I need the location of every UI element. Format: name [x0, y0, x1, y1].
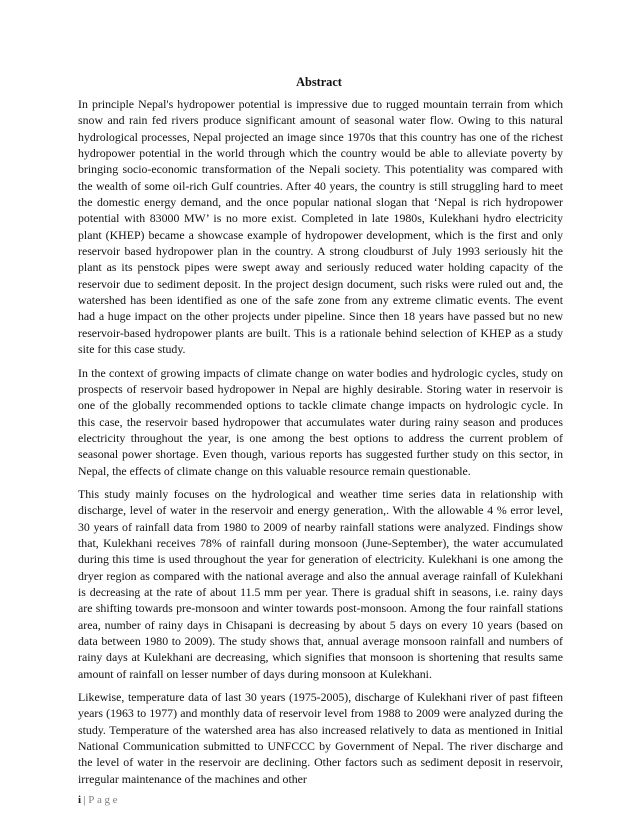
abstract-body: [78, 96, 563, 794]
footer-separator: |: [83, 794, 86, 806]
page-footer: [78, 793, 120, 807]
page-label: Page: [88, 794, 121, 806]
paragraph-4: Likewise, temperature data of last 30 years (1975-2005), discharge of Kulekhani river of past fifteen years (1963 to 1977) and monthly data of reservoir level from 1988 to 2009 were analyzed during the study. Temperature of the watershed area has also increased relatively to data as mentioned in Initial National Communication submitted to UNFCCC by Government of Nepal. The river discharge and the level of water in the reservoir are declining. Other factors such as sediment deposit in reservoir, irregular maintenance of the machines and other: [78, 690, 563, 786]
abstract-heading: Abstract: [296, 75, 342, 89]
paragraph-1: In principle Nepal's hydropower potential is impressive due to rugged mountain terrain from which snow and rain fed rivers produce significant amount of seasonal water flow. Owing to this natural hydrological processes, Nepal projected an image since 1970s that this country has one of the richest hydropower potential in the world through which the country would be able to alleviate poverty by bringing socio-economic transformation of the Nepali society. This potentiality was compared with the wealth of some oil-rich Gulf countries. After 40 years, the country is still struggling hard to meet the domestic energy demand, and the once popular national slogan that ‘Nepal is rich hydropower potential with 83000 MW’ is no more exist. Completed in late 1980s, Kulekhani hydro electricity plant (KHEP) became a showcase example of hydropower development, which is the first and only reservoir based hydropower plan in the country. A strong cloudburst of July 1993 seriously hit the plant as its penstock pipes were swept away and seriously reduced water holding capacity of the reservoir due to sediment deposit. In the project design document, such risks were ruled out and, the watershed has been identified as one of the safe zone from any extreme climatic events. The event had a huge impact on the other projects under pipeline. Since then 18 years have passed but no new reservoir-based hydropower plants are built. This is a rationale behind selection of KHEP as a study site for this case study.: [78, 97, 563, 357]
page-number: i: [78, 794, 82, 806]
paragraph-2: In the context of growing impacts of climate change on water bodies and hydrologic cycles, study on prospects of reservoir based hydropower in Nepal are highly desirable. Storing water in reservoir is one of the globally recommended options to tackle climate change impacts on hydrologic cycle. In this case, the reservoir based hydropower that accumulates water during rainy season and produces electricity throughout the year, is one among the best options to address the current problem of seasonal power shortage. Even though, various reports has suggested further study on this sector, in Nepal, the effects of climate change on this valuable resource remain questionable.: [78, 365, 563, 478]
paragraph-3: This study mainly focuses on the hydrological and weather time series data in relationship with discharge, level of water in the reservoir and energy generation,. With the allowable 4 % error level, 30 years of rainfall data from 1980 to 2009 of nearby rainfall stations were analyzed. Findings show that, Kulekhani receives 78% of rainfall during monsoon (June-September), the water accumulated during this time is used throughout the year for generation of electricity. Kulekhani is one among the dryer region as compared with the national average and also the annual average rainfall of Kulekhani is decreasing at the rate of about 11.5 mm per year. There is gradual shift in seasons, i.e. rainy days are shifting towards pre-monsoon and winter towards post-monsoon. Among the four rainfall stations area, number of rainy days in Chisapani is decreasing by about 5 days on every 10 years (based on data between 1980 to 2009). The study shows that, annual average monsoon rainfall and numbers of rainy days at Kulekhani are decreasing, which signifies that monsoon is shortening that results same amount of rainfall on lesser number of days during monsoon at Kulekhani.: [78, 486, 563, 681]
